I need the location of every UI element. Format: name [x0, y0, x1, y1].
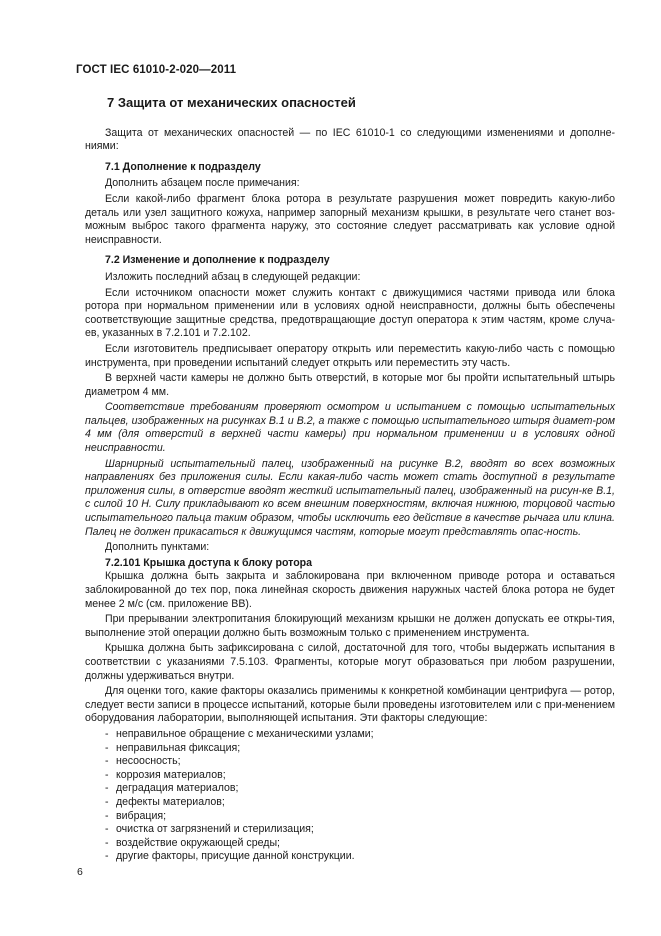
dash-marker: -: [105, 782, 109, 795]
dash-marker: -: [105, 727, 109, 740]
list-item: - дефекты материалов;: [105, 795, 225, 808]
dash-marker: -: [105, 741, 109, 754]
clause-7-2-101-paragraph: Для оценки того, какие факторы оказались применимы к конкретной комбинации центрифуга — ротор, следует вести записи в процессе испытаний, которые были проведены изготовителем или с при-менением оборудования лаборатории, выполняющей испытания. Эти факторы следующие:: [85, 685, 615, 725]
subsection-7-1-title: 7.1 Дополнение к подразделу: [105, 160, 261, 173]
test-finger-paragraph: Шарнирный испытательный палец, изображенный на рисунке В.2, вводят во всех возможных направлениях без приложения силы. Если какая-либо часть может стать доступной в результате приложения силы, в отверстие вводят жесткий испытательный палец, изображенный на рисун-ке В.1, с силой 10 Н. Силу прикладывают ко всем внешним поверхностям, включая нижнюю, торцовой частью испытательного пальца таким образом, чтобы исключить его действие в качестве рычага или клина. Палец не должен прикасаться к движущимся частям, которые могут представлять опас-ность.: [85, 457, 615, 538]
list-item: - неправильное обращение с механическими узлами;: [105, 727, 374, 740]
list-item: - коррозия материалов;: [105, 768, 226, 781]
list-item: - деградация материалов;: [105, 782, 239, 795]
list-item: - вибрация;: [105, 809, 167, 822]
dash-marker: -: [105, 850, 109, 863]
list-item: - неправильная фиксация;: [105, 741, 241, 754]
dash-marker: -: [105, 768, 109, 781]
clause-7-2-101-paragraph: При прерывании электропитания блокирующий механизм крышки не должен допускать ее откры-тия, выполнение этой операции должно быть возможным только с применением инструмента.: [85, 613, 615, 639]
list-item: - воздействие окружающей среды;: [105, 836, 281, 849]
subsection-7-1-paragraph: Дополнить абзацем после примечания:: [105, 177, 300, 190]
clause-7-2-101-title: 7.2.101 Крышка доступа к блоку ротора: [105, 556, 313, 569]
subsection-7-2-paragraph: Если источником опасности может служить контакт с движущимися частями привода или блока ротора при нормальном применении или в условиях одной неисправности, должны быть обеспечены соответствующие защитные средства, предотвращающие доступ оператора к этим частям, кроме случа-ев, указанных в 7.2.101 и 7.2.102.: [85, 286, 615, 340]
dash-marker: -: [105, 809, 109, 822]
dash-marker: -: [105, 795, 109, 808]
page-content: [85, 92, 615, 864]
subsection-7-2-paragraph: Изложить последний абзац в следующей редакции:: [105, 270, 361, 283]
dash-marker: -: [105, 823, 109, 836]
subsection-7-1-paragraph: Если какой-либо фрагмент блока ротора в результате разрушения может повредить какую-либо деталь или узел защитного кожуха, например запорный механизм крышки, в результате чего станет воз-можным выброс такого фрагмента наружу, это состояние следует рассматривать как условие одной неисправности.: [85, 192, 615, 246]
subsection-7-2-paragraph: Дополнить пунктами:: [105, 541, 210, 554]
list-item: - несоосность;: [105, 755, 181, 768]
list-item: - другие факторы, присущие данной конструкции.: [105, 850, 355, 863]
compliance-check-paragraph: Соответствие требованиям проверяют осмотром и испытанием с помощью испытательных пальцев, изображенных на рисунках В.1 и В.2, а также с помощью испытательного штыря диамет-ром 4 мм (для отверстий в верхней части камеры) при нормальном применении и в условиях одной неисправности.: [85, 401, 615, 455]
page-number: 6: [77, 866, 83, 878]
list-item: - очистка от загрязнений и стерилизация;: [105, 823, 314, 836]
section-7-title: 7 Защита от механических опасностей: [107, 95, 356, 110]
document-code-header: ГОСТ IEC 61010-2-020—2011: [76, 64, 237, 76]
subsection-7-2-title: 7.2 Изменение и дополнение к подразделу: [105, 254, 330, 267]
dash-marker: -: [105, 836, 109, 849]
section-7-intro: Защита от механических опасностей — по IEC 61010-1 со следующими изменениями и дополне-ниями:: [85, 126, 615, 153]
clause-7-2-101-paragraph: Крышка должна быть зафиксирована с силой, достаточной для того, чтобы выдержать испытания в соответствии с указаниями 7.5.103. Фрагменты, которые могут образоваться при любом разрушении, должны удерживаться внутри.: [85, 642, 615, 682]
clause-7-2-101-paragraph: Крышка должна быть закрыта и заблокирована при включенном приводе ротора и оставаться заблокированной до тех пор, пока линейная скорость движения наружных частей блока ротора не будет менее 2 м/с (см. приложение ВВ).: [85, 570, 615, 610]
factors-list: [85, 728, 615, 864]
subsection-7-2-paragraph: Если изготовитель предписывает оператору открыть или переместить какую-либо часть с помощью инструмента, при проведении испытаний следует открыть или переместить эту часть.: [85, 342, 615, 369]
dash-marker: -: [105, 755, 109, 768]
subsection-7-2-paragraph: В верхней части камеры не должно быть отверстий, в которые мог бы пройти испытательный штырь диаметром 4 мм.: [85, 372, 615, 398]
